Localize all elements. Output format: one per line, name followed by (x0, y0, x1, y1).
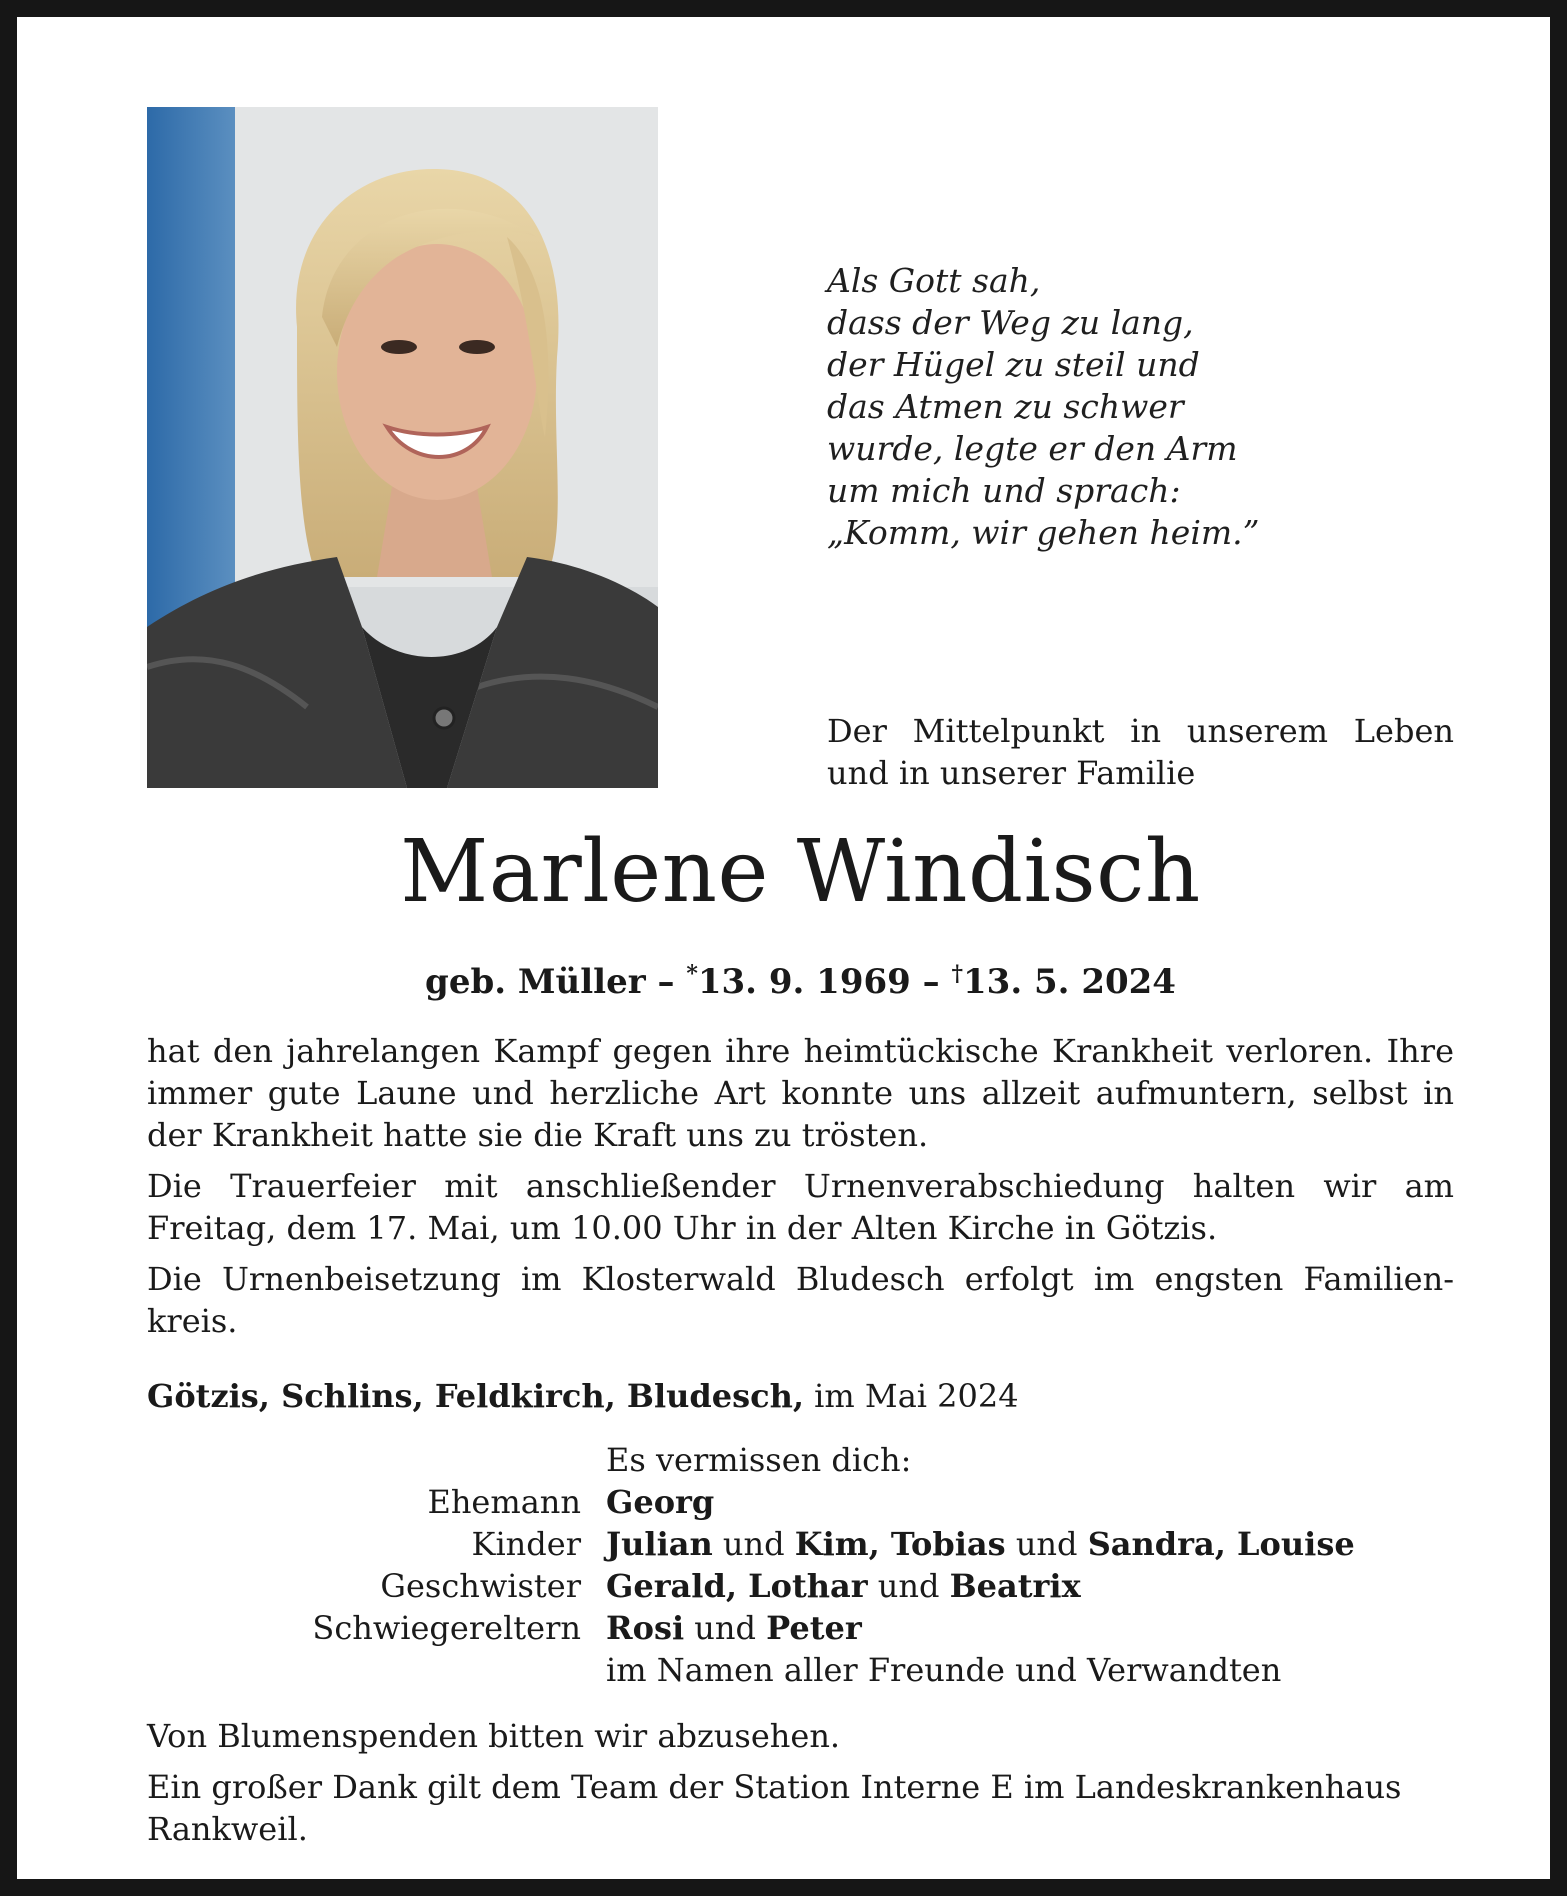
conjunction: und (877, 1567, 940, 1605)
survivor-row-siblings (147, 1565, 1454, 1607)
conjunction: und (1015, 1525, 1078, 1563)
body-paragraph: hat den jahrelangen Kampf gegen ihre heimtückische Krankheit verloren. Ihre immer gute Laune und herzliche Art konnte uns allzeit aufmuntern, selbst in der Krankheit hatte sie die Kraft uns zu trösten. (147, 1032, 1454, 1154)
poem-line: der Hügel zu steil und (827, 345, 1200, 384)
survivor-name: Gerald, Lothar (606, 1567, 868, 1605)
survivor-name: Sandra, Louise (1087, 1525, 1355, 1563)
maiden-name: geb. Müller (425, 962, 646, 1002)
survivor-row-inlaws (147, 1607, 1454, 1649)
towns: Götzis, Schlins, Feldkirch, Bludesch, (147, 1377, 804, 1415)
tagline: Der Mittelpunkt in unserem Leben und in unserer Familie (827, 712, 1454, 792)
place-date-line (147, 1375, 1454, 1417)
flowers-note: Von Blumenspenden bitten wir abzusehen. (147, 1717, 841, 1755)
obituary-body (147, 1030, 1454, 1351)
dash-separator: – (657, 962, 675, 1002)
poem-line: Als Gott sah, (827, 261, 1041, 300)
relation-label: Geschwister (380, 1567, 581, 1605)
death-symbol: † (951, 961, 963, 987)
poem-line: „Komm, wir gehen heim.” (827, 513, 1260, 552)
conjunction: und (694, 1609, 756, 1647)
relation-label: Schwiegereltern (312, 1609, 581, 1647)
portrait-photo (147, 107, 658, 788)
footer-notes (147, 1715, 1454, 1859)
survivors-list (147, 1439, 1454, 1691)
thanks-note: Ein großer Dank gilt dem Team der Station Interne E im Landeskrankenhaus Rankweil. (147, 1768, 1402, 1848)
deceased-name: Marlene Windisch (400, 822, 1201, 922)
dash-separator: – (922, 962, 940, 1002)
survivor-name: Beatrix (949, 1567, 1081, 1605)
survivors-closing: im Namen aller Freunde und Verwandten (606, 1651, 1282, 1689)
poem (827, 260, 1467, 554)
conjunction: und (722, 1525, 785, 1563)
poem-line: das Atmen zu schwer (827, 387, 1184, 426)
poem-line: um mich und sprach: (827, 471, 1181, 510)
survivor-row-spouse (147, 1481, 1454, 1523)
survivor-name: Kim, Tobias (794, 1525, 1006, 1563)
poem-line: wurde, legte er den Arm (827, 429, 1238, 468)
body-paragraph: Die Urnenbeisetzung im Klosterwald Bludesch erfolgt im engsten Familien-kreis. (147, 1260, 1454, 1340)
survivors-intro: Es vermissen dich: (606, 1441, 912, 1479)
relation-label: Kinder (471, 1525, 581, 1563)
survivor-name: Rosi (606, 1609, 685, 1647)
death-date: 13. 5. 2024 (963, 962, 1176, 1002)
survivor-name: Georg (606, 1483, 715, 1521)
survivors-closing-row (147, 1649, 1454, 1691)
survivor-row-children (147, 1523, 1454, 1565)
life-dates (17, 950, 1567, 1006)
issue-date: im Mai 2024 (814, 1377, 1019, 1415)
relation-label: Ehemann (427, 1483, 581, 1521)
birth-date: 13. 9. 1969 (697, 962, 911, 1002)
survivors-intro-row (147, 1439, 1454, 1481)
birth-symbol: * (686, 961, 698, 987)
survivor-name: Peter (766, 1609, 862, 1647)
body-paragraph: Die Trauerfeier mit anschließender Urnenverabschiedung halten wir am Freitag, dem 17. Mai, um 10.00 Uhr in der Alten Kirche in Götzis. (147, 1167, 1454, 1247)
survivor-name: Julian (606, 1525, 713, 1563)
poem-line: dass der Weg zu lang, (827, 303, 1194, 342)
